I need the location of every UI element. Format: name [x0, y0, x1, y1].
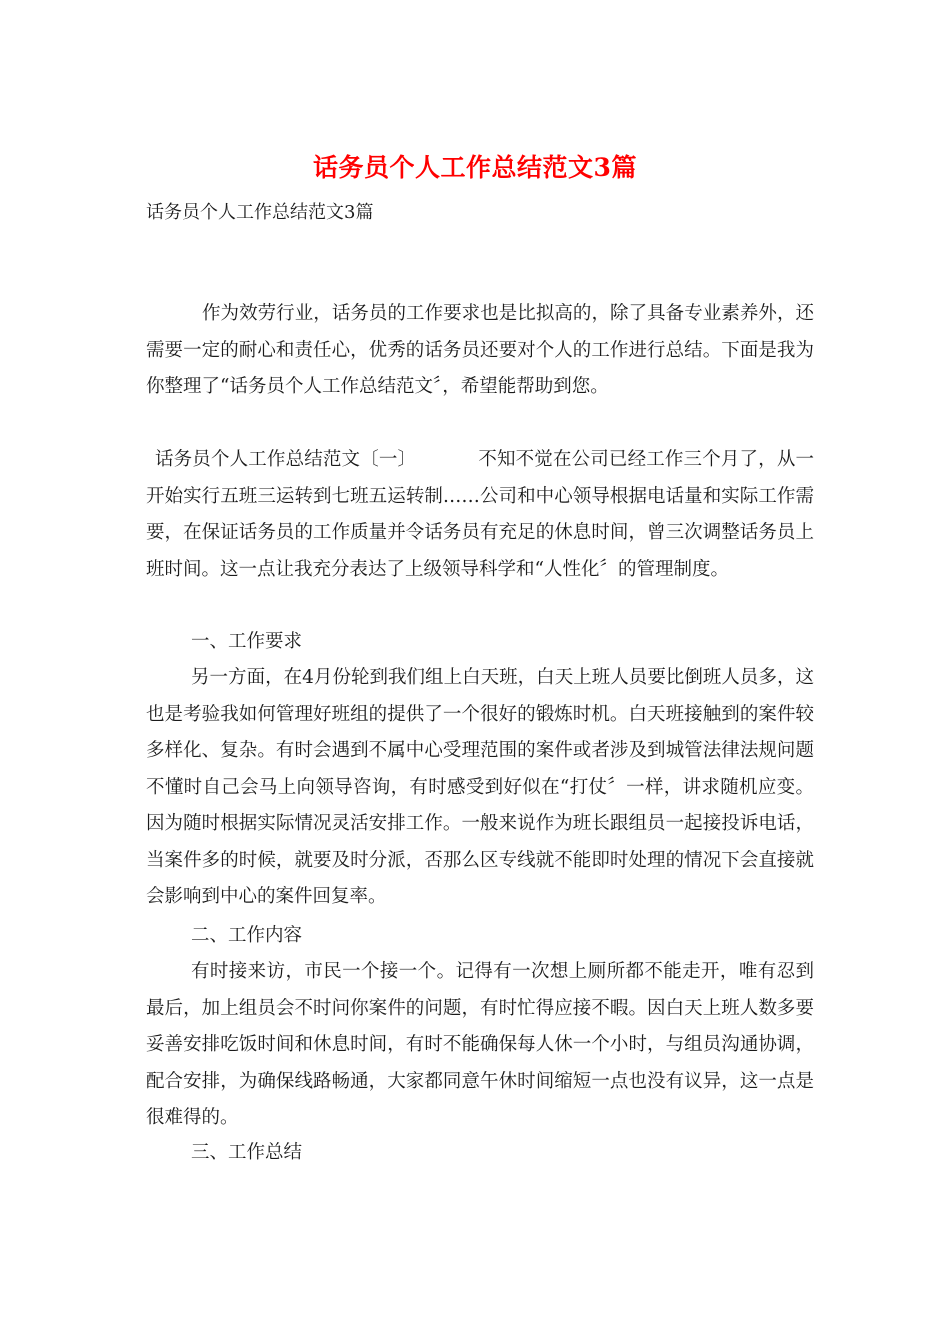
- article-one-heading: 话务员个人工作总结范文〔一〕: [155, 449, 417, 470]
- article-one-paragraph: [146, 442, 814, 588]
- section-heading-content: 二、工作内容: [191, 925, 303, 946]
- document-subtitle: 话务员个人工作总结范文3篇: [146, 202, 374, 223]
- section-body-content: 有时接来访，市民一个接一个。记得有一次想上厕所都不能走开，唯有忍到最后，加上组员会不时问你案件的问题，有时忙得应接不暇。因白天上班人数多要妥善安排吃饭时间和休息时间，有时不能确保每人休一个小时，与组员沟通协调，配合安排，为确保线路畅通，大家都同意午休时间缩短一点也没有议异，这一点是很难得的。: [146, 961, 814, 1128]
- section-heading-summary: 三、工作总结: [191, 1142, 303, 1163]
- section-heading-requirements: 一、工作要求: [191, 631, 303, 652]
- article-one-body: 不知不觉在公司已经工作三个月了，从一开始实行五班三运转到七班五运转制……公司和中心领导根据电话量和实际工作需要，在保证话务员的工作质量并令话务员有充足的休息时间，曾三次调整话务员上班时间。这一点让我充分表达了上级领导科学和“人性化〞的管理制度。: [146, 449, 814, 580]
- section-body-requirements: 另一方面，在4月份轮到我们组上白天班，白天上班人员要比倒班人员多，这也是考验我如何管理好班组的提供了一个很好的锻炼时机。白天班接触到的案件较多样化、复杂。有时会遇到不属中心受理范围的案件或者涉及到城管法律法规问题不懂时自己会马上向领导咨询，有时感受到好似在“打仗〞一样，讲求随机应变。因为随时根据实际情况灵活安排工作。一般来说作为班长跟组员一起接投诉电话，当案件多的时候，就要及时分派，否那么区专线就不能即时处理的情况下会直接就会影响到中心的案件回复率。: [146, 667, 814, 907]
- document-title: 话务员个人工作总结范文3篇: [313, 153, 637, 182]
- intro-paragraph: 作为效劳行业，话务员的工作要求也是比拟高的，除了具备专业素养外，还需要一定的耐心和责任心，优秀的话务员还要对个人的工作进行总结。下面是我为你整理了“话务员个人工作总结范文〞，希望能帮助到您。: [146, 303, 814, 397]
